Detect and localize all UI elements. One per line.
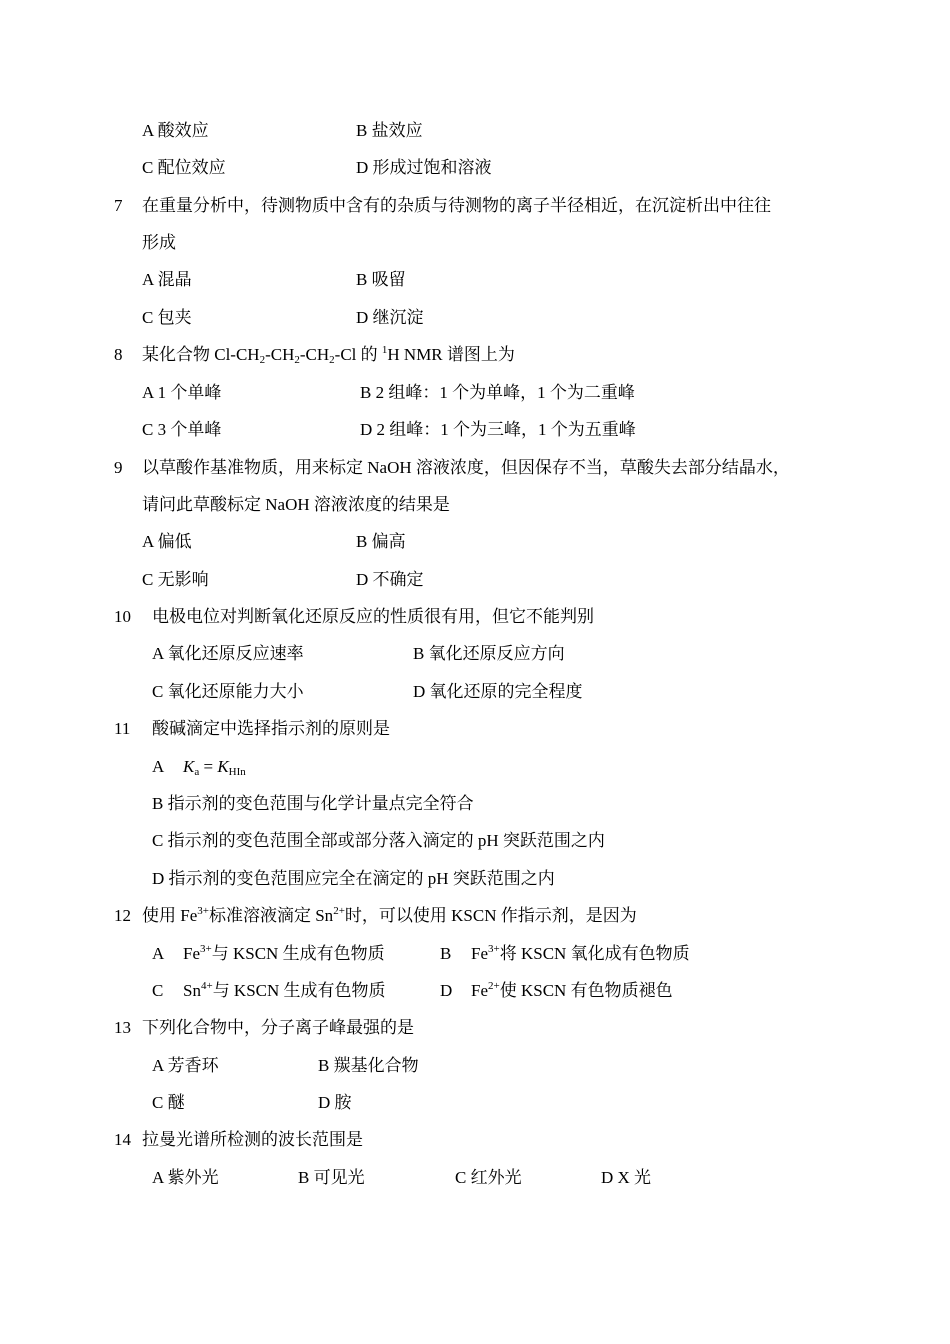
q11-option-a-label: A — [152, 757, 165, 776]
q14-text: 拉曼光谱所检测的波长范围是 — [142, 1130, 363, 1149]
q12-option-a-text: 与 KSCN 生成有色物质 — [211, 944, 385, 963]
q12-option-d-charge: 2+ — [488, 980, 500, 992]
q11-subscript-hin: HIn — [228, 766, 246, 778]
q8-superscript-1: 1 — [381, 344, 388, 356]
q11-option-c: C 指示剂的变色范围全部或部分落入滴定的 pH 突跃范围之内 — [152, 831, 605, 850]
q8-number: 8 — [114, 345, 123, 364]
q12-option-b-label: B — [440, 944, 452, 963]
q8-subscript-3: 2 — [329, 354, 335, 366]
q11-k-symbol-2: K — [217, 757, 229, 776]
q8-text-prefix: 某化合物 Cl-CH — [142, 345, 260, 364]
q6-option-c: C 配位效应 — [142, 158, 226, 177]
q14-option-c: C 红外光 — [455, 1168, 522, 1187]
q8-option-b: B 2 组峰：1 个为单峰，1 个为二重峰 — [360, 383, 635, 402]
q13-number: 13 — [114, 1018, 131, 1037]
q10-number: 10 — [114, 607, 131, 626]
q12-option-b — [471, 944, 690, 964]
q11-number: 11 — [114, 719, 131, 738]
q12-option-a-label: A — [152, 944, 165, 963]
q11-text: 酸碱滴定中选择指示剂的原则是 — [152, 719, 390, 738]
q9-option-d: D 不确定 — [356, 570, 424, 589]
q9-number: 9 — [114, 458, 123, 477]
q8-text-suffix: H NMR 谱图上为 — [387, 345, 515, 364]
q11-equals: = — [199, 757, 218, 776]
q9-text-line2: 请问此草酸标定 NaOH 溶液浓度的结果是 — [142, 495, 450, 514]
q12-option-a-ion: Fe — [183, 944, 200, 963]
q8-option-d: D 2 组峰：1 个为三峰，1 个为五重峰 — [360, 420, 636, 439]
q11-option-d: D 指示剂的变色范围应完全在滴定的 pH 突跃范围之内 — [152, 869, 555, 888]
q11-option-b: B 指示剂的变色范围与化学计量点完全符合 — [152, 794, 474, 813]
q9-option-c: C 无影响 — [142, 570, 209, 589]
q7-option-c: C 包夹 — [142, 308, 192, 327]
q12-option-c-charge: 4+ — [200, 980, 213, 992]
q12-superscript-sn: 2+ — [333, 905, 345, 917]
q13-option-b: B 羰基化合物 — [318, 1056, 419, 1075]
q8-text-dash-1: -CH — [265, 345, 295, 364]
q7-text-line1: 在重量分析中，待测物质中含有的杂质与待测物的离子半径相近，在沉淀析出中往往 — [142, 196, 771, 215]
q10-option-c: C 氧化还原能力大小 — [152, 682, 304, 701]
q12-text — [142, 906, 637, 926]
q12-option-d-label: D — [440, 981, 453, 1000]
q7-text-line2: 形成 — [142, 233, 176, 252]
q6-option-a: A 酸效应 — [142, 121, 209, 140]
q14-option-a: A 紫外光 — [152, 1168, 219, 1187]
q12-option-b-ion: Fe — [471, 944, 488, 963]
q12-option-c — [183, 981, 386, 1001]
q10-text: 电极电位对判断氧化还原反应的性质很有用，但它不能判别 — [152, 607, 594, 626]
q8-option-a: A 1 个单峰 — [142, 383, 222, 402]
q12-text-part3: 时，可以使用 KSCN 作指示剂，是因为 — [344, 906, 637, 925]
q10-option-a: A 氧化还原反应速率 — [152, 644, 304, 663]
q10-option-b: B 氧化还原反应方向 — [413, 644, 565, 663]
q9-text-line1: 以草酸作基准物质，用来标定 NaOH 溶液浓度，但因保存不当，草酸失去部分结晶水， — [142, 458, 790, 477]
q12-option-c-ion: Sn — [183, 981, 201, 1000]
q12-option-d-ion: Fe — [471, 981, 488, 1000]
q14-option-d: D X 光 — [601, 1168, 652, 1187]
q8-option-c: C 3 个单峰 — [142, 420, 222, 439]
q12-option-c-label: C — [152, 981, 164, 1000]
q8-subscript-1: 2 — [259, 354, 266, 366]
q12-option-a — [183, 944, 385, 964]
q10-option-d: D 氧化还原的完全程度 — [413, 682, 583, 701]
q12-superscript-fe: 3+ — [197, 905, 209, 917]
q9-option-a: A 偏低 — [142, 532, 192, 551]
q11-option-a-formula — [183, 757, 246, 777]
q8-text-mid: -Cl 的 — [334, 345, 382, 364]
q12-option-b-text: 将 KSCN 氧化成有色物质 — [499, 944, 690, 963]
q7-option-a: A 混晶 — [142, 270, 192, 289]
q8-text — [142, 345, 515, 365]
q12-option-b-charge: 3+ — [488, 943, 500, 955]
q14-option-b: B 可见光 — [298, 1168, 365, 1187]
q12-number: 12 — [114, 906, 131, 925]
q12-text-part1: 使用 Fe — [142, 906, 198, 925]
q12-option-c-text: 与 KSCN 生成有色物质 — [212, 981, 386, 1000]
q12-option-a-charge: 3+ — [200, 943, 212, 955]
q9-option-b: B 偏高 — [356, 532, 406, 551]
q13-option-d: D 胺 — [318, 1093, 352, 1112]
q6-option-d: D 形成过饱和溶液 — [356, 158, 492, 177]
q12-option-d-text: 使 KSCN 有色物质褪色 — [499, 981, 673, 1000]
q12-text-part2: 标准溶液滴定 Sn — [208, 906, 334, 925]
q7-number: 7 — [114, 196, 123, 215]
q13-option-c: C 醚 — [152, 1093, 185, 1112]
q7-option-d: D 继沉淀 — [356, 308, 424, 327]
q13-option-a: A 芳香环 — [152, 1056, 219, 1075]
q14-number: 14 — [114, 1130, 131, 1149]
q6-option-b: B 盐效应 — [356, 121, 423, 140]
q12-option-d — [471, 981, 673, 1001]
q11-subscript-a: a — [194, 766, 200, 778]
q8-subscript-2: 2 — [294, 354, 300, 366]
q11-k-symbol-1: K — [183, 757, 195, 776]
q13-text: 下列化合物中，分子离子峰最强的是 — [142, 1018, 414, 1037]
q8-text-dash-2: -CH — [299, 345, 330, 364]
q7-option-b: B 吸留 — [356, 270, 406, 289]
